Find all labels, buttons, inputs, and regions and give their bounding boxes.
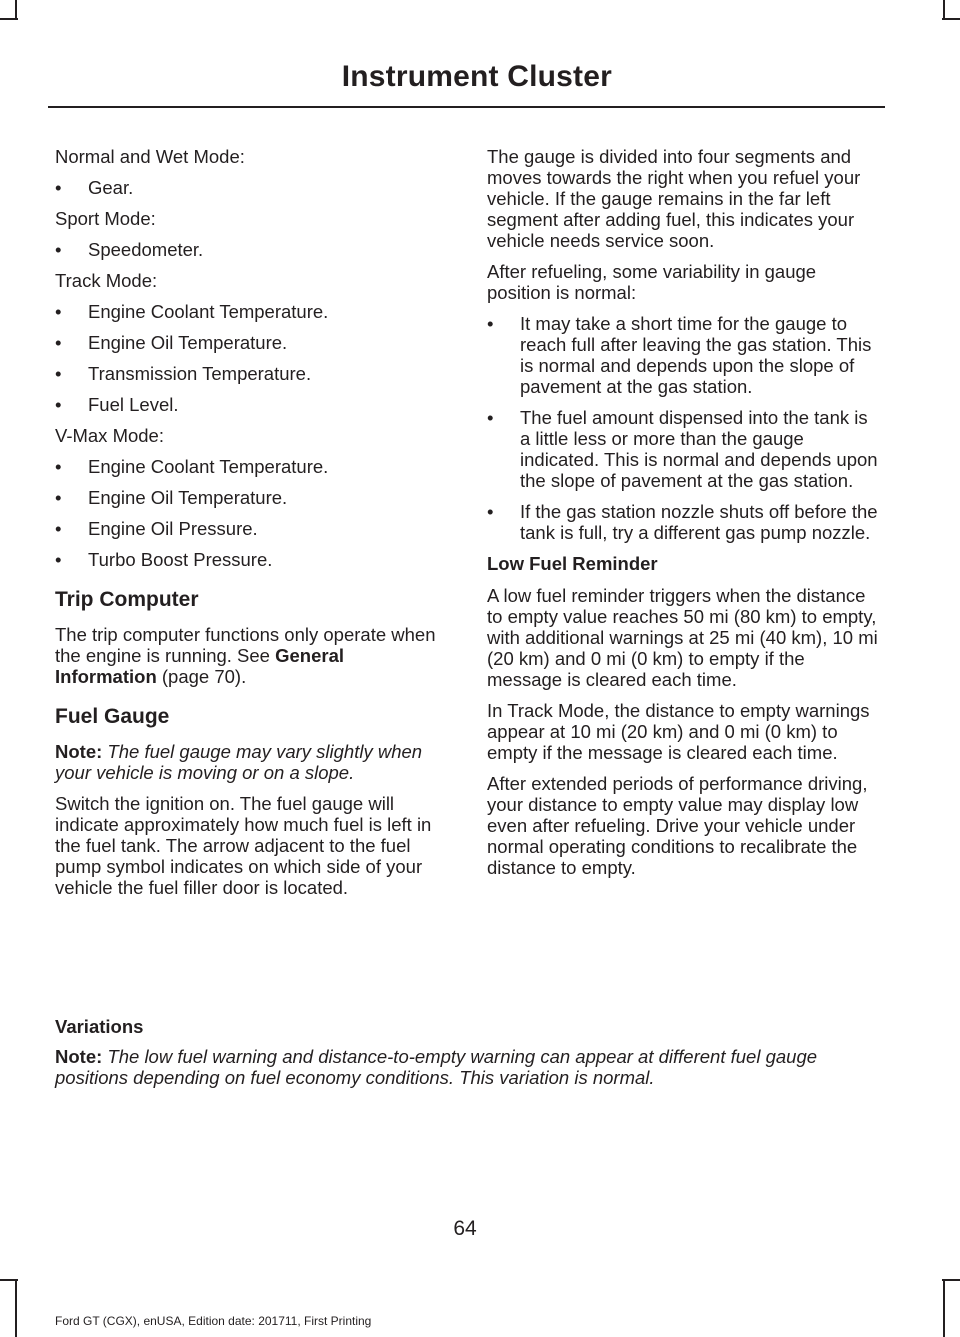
list-item: • It may take a short time for the gauge to reach full after leaving the gas station. This is normal and depends upon the slope of pavement at the gas station. bbox=[487, 313, 872, 397]
low-fuel-reminder-heading: Low Fuel Reminder bbox=[487, 553, 658, 574]
crop-mark bbox=[15, 0, 17, 18]
list-item: • Fuel Level. bbox=[55, 394, 179, 415]
page-number: 64 bbox=[453, 1217, 477, 1240]
list-item: • Engine Oil Temperature. bbox=[55, 487, 288, 508]
list-item: • Turbo Boost Pressure. bbox=[55, 549, 273, 570]
fuel-gauge-text: Switch the ignition on. The fuel gauge will indicate approximately how much fuel is left in the fuel tank. The arrow adjacent to the fuel pump symbol indicates on which side of your vehicle the fuel filler door is located. bbox=[55, 793, 432, 898]
variations-heading: Variations bbox=[55, 1016, 144, 1037]
gauge-segments-text: The gauge is divided into four segments and moves towards the right when you refuel your vehicle. If the gauge remains in the far left segment after adding fuel, this indicates your vehicle needs service soon. bbox=[487, 146, 861, 251]
trip-computer-heading: Trip Computer bbox=[55, 588, 199, 611]
fuel-gauge-heading: Fuel Gauge bbox=[55, 705, 170, 728]
crop-mark bbox=[15, 1279, 17, 1337]
list-item: • Transmission Temperature. bbox=[55, 363, 312, 384]
right-column bbox=[487, 146, 882, 888]
list-item: • Gear. bbox=[55, 177, 134, 198]
track-mode-distance-text: In Track Mode, the distance to empty warnings appear at 10 mi (20 km) and 0 mi (0 km) to empty if the message is cleared each time. bbox=[487, 700, 870, 763]
list-item: • If the gas station nozzle shuts off before the tank is full, try a different gas pump nozzle. bbox=[487, 501, 878, 543]
list-item: • Speedometer. bbox=[55, 239, 204, 260]
crop-mark bbox=[942, 18, 960, 20]
performance-driving-text: After extended periods of performance driving, your distance to empty value may display low even after refueling. Drive your vehicle under normal operating conditions to recalibrate the distance to empty. bbox=[487, 773, 868, 878]
variations-section bbox=[55, 1016, 885, 1088]
vmax-mode-label: V-Max Mode: bbox=[55, 425, 164, 446]
sport-mode-label: Sport Mode: bbox=[55, 208, 156, 229]
general-information-link[interactable]: General Information bbox=[55, 645, 345, 687]
list-item: • The fuel amount dispensed into the tank is a little less or more than the gauge indicated. This is normal and depends upon the slope of pavement at the gas station. bbox=[487, 407, 878, 491]
trip-computer-text: The trip computer functions only operate when the engine is running. See General Information (page 70). bbox=[55, 624, 436, 687]
low-fuel-text: A low fuel reminder triggers when the distance to empty value reaches 50 mi (80 km) to empty, with additional warnings at 25 mi (40 km), 10 mi (20 km) and 0 mi (0 km) to empty if the message is cleared each time. bbox=[487, 585, 878, 690]
header-rule bbox=[48, 106, 885, 108]
normal-wet-mode-label: Normal and Wet Mode: bbox=[55, 146, 245, 167]
crop-mark bbox=[943, 0, 945, 18]
page-title: Instrument Cluster bbox=[341, 60, 612, 93]
crop-mark bbox=[0, 1279, 18, 1281]
list-item: • Engine Oil Temperature. bbox=[55, 332, 288, 353]
list-item: • Engine Coolant Temperature. bbox=[55, 456, 329, 477]
list-item: • Engine Coolant Temperature. bbox=[55, 301, 329, 322]
list-item: • Engine Oil Pressure. bbox=[55, 518, 258, 539]
footer-edition: Ford GT (CGX), enUSA, Edition date: 201711, First Printing bbox=[55, 1314, 372, 1328]
variations-note: Note: The low fuel warning and distance-to-empty warning can appear at different fuel gauge positions depending on fuel economy conditions. This variation is normal. bbox=[55, 1046, 818, 1088]
refuel-intro: After refueling, some variability in gauge position is normal: bbox=[487, 261, 817, 303]
crop-mark bbox=[943, 1279, 945, 1337]
track-mode-label: Track Mode: bbox=[55, 270, 158, 291]
fuel-gauge-note: Note: The fuel gauge may vary slightly when your vehicle is moving or on a slope. bbox=[55, 741, 423, 783]
crop-mark bbox=[0, 18, 18, 20]
crop-mark bbox=[942, 1279, 960, 1281]
left-column bbox=[55, 146, 450, 908]
